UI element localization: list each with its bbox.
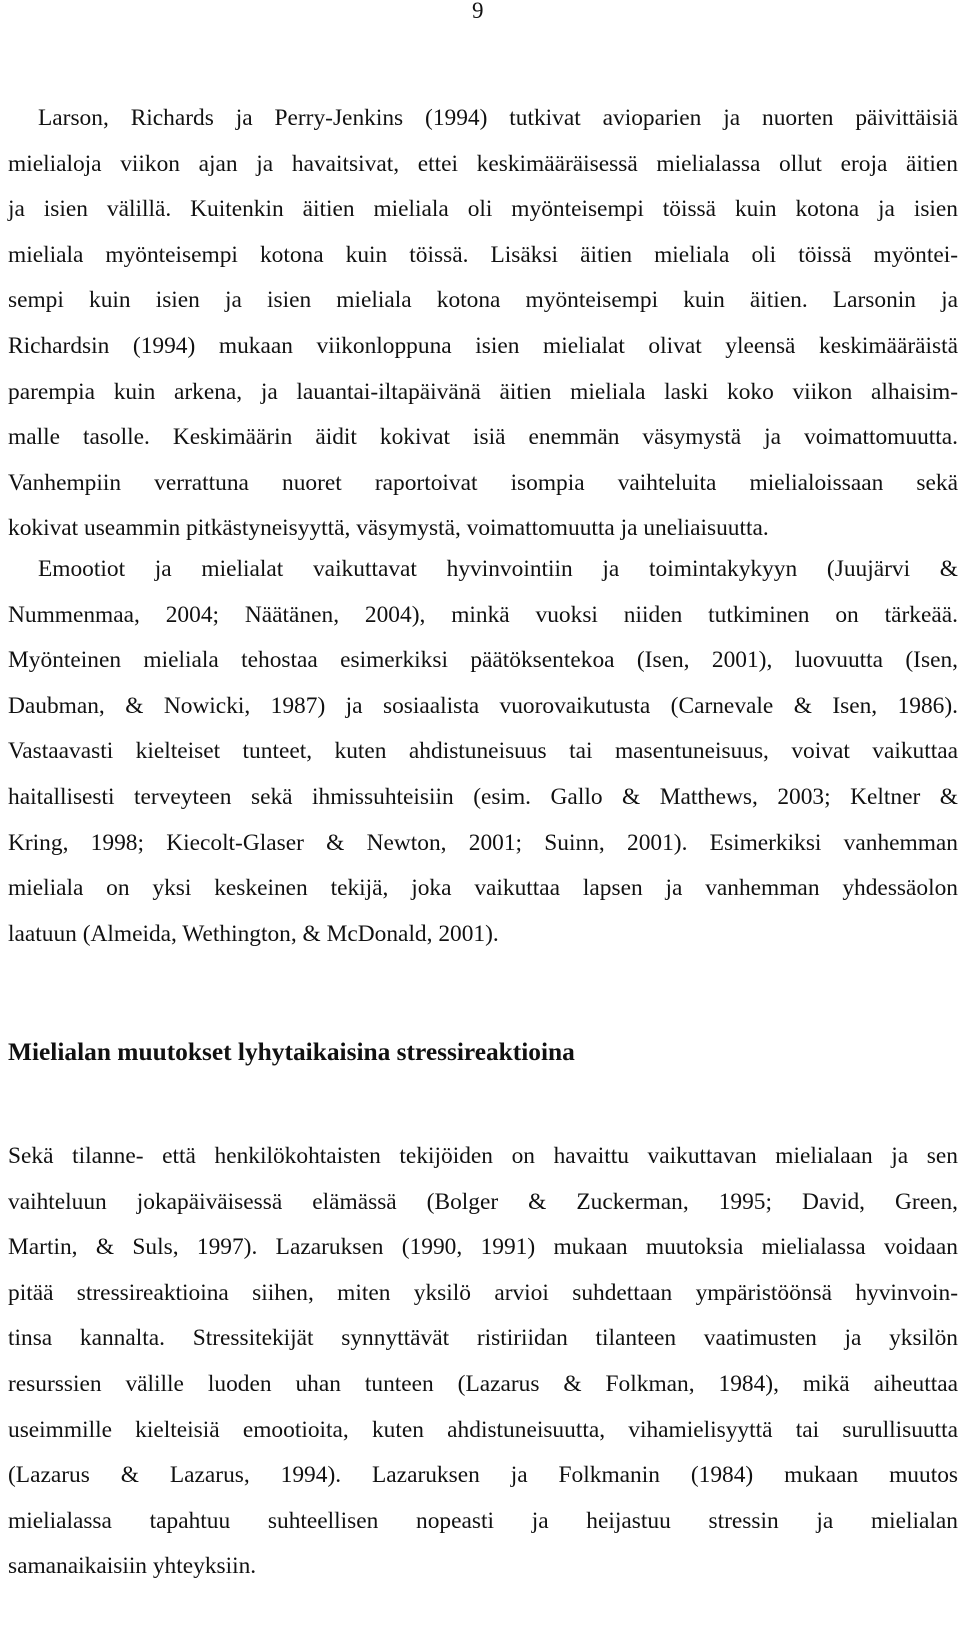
section-heading: Mielialan muutokset lyhytaikaisina stressireaktioina [8, 1038, 575, 1066]
paragraph-line: useimmille kielteisiä emootioita, kuten ahdistuneisuutta, vihamielisyyttä tai surullisuutta [8, 1416, 958, 1443]
paragraph-line: Sekä tilanne- että henkilökohtaisten tekijöiden on havaittu vaikuttavan mielialaan ja sen [8, 1143, 958, 1169]
paragraph-line: mieliala on yksi keskeinen tekijä, joka vaikuttaa lapsen ja vanhemman yhdessäolon [8, 875, 958, 902]
paragraph-line: (Lazarus & Lazarus, 1994). Lazaruksen ja Folkmanin (1984) mukaan muutos [8, 1462, 958, 1489]
paragraph-line: sempi kuin isien ja isien mieliala kotona myönteisempi kuin äitien. Larsonin ja [8, 287, 958, 314]
body-paragraph-2 [8, 547, 958, 957]
paragraph-line: Kring, 1998; Kiecolt-Glaser & Newton, 2001; Suinn, 2001). Esimerkiksi vanhemman [8, 829, 958, 856]
paragraph-line: Richardsin (1994) mukaan viikonloppuna isien mielialat olivat yleensä keskimääräistä [8, 332, 958, 359]
paragraph-line: mielialassa tapahtuu suhteellisen nopeasti ja heijastuu stressin ja mielialan [8, 1507, 958, 1534]
page-number: 9 [472, 0, 484, 23]
paragraph-line: tinsa kannalta. Stressitekijät synnyttävät ristiriidan tilanteen vaatimusten ja yksilön [8, 1325, 958, 1352]
paragraph-line: pitää stressireaktioina siihen, miten yksilö arvioi suhdettaan ympäristöönsä hyvinvoin- [8, 1279, 958, 1306]
paragraph-line: Vanhempiin verrattuna nuoret raportoivat isompia vaihteluita mielialoissaan sekä [8, 469, 958, 496]
body-paragraph-1 [8, 96, 958, 552]
body-paragraph-3 [8, 1134, 958, 1590]
paragraph-line: Vastaavasti kielteiset tunteet, kuten ahdistuneisuus tai masentuneisuus, voivat vaikuttaa [8, 738, 958, 765]
paragraph-line: kokivat useammin pitkästyneisyyttä, väsymystä, voimattomuutta ja uneliaisuutta. [8, 515, 769, 542]
paragraph-line: Martin, & Suls, 1997). Lazaruksen (1990, 1991) mukaan muutoksia mielialassa voidaan [8, 1234, 958, 1261]
paragraph-line: Nummenmaa, 2004; Näätänen, 2004), minkä vuoksi niiden tutkiminen on tärkeää. [8, 601, 958, 628]
paragraph-line: mielialoja viikon ajan ja havaitsivat, ettei keskimääräisessä mielialassa ollut eroja äitien [8, 150, 958, 177]
paragraph-line: Myönteinen mieliala tehostaa esimerkiksi päätöksentekoa (Isen, 2001), luovuutta (Isen, [8, 647, 958, 674]
paragraph-line: ja isien välillä. Kuitenkin äitien mieliala oli myönteisempi töissä kuin kotona ja isien [8, 196, 958, 223]
paragraph-line: malle tasolle. Keskimäärin äidit kokivat isiä enemmän väsymystä ja voimattomuutta. [8, 424, 958, 451]
paragraph-line: samanaikaisiin yhteyksiin. [8, 1553, 257, 1580]
paragraph-line: laatuun (Almeida, Wethington, & McDonald, 2001). [8, 920, 499, 947]
paragraph-line: vaihteluun jokapäiväisessä elämässä (Bolger & Zuckerman, 1995; David, Green, [8, 1188, 958, 1215]
paragraph-line: Larson, Richards ja Perry-Jenkins (1994) tutkivat avioparien ja nuorten päivittäisiä [38, 105, 958, 131]
paragraph-line: parempia kuin arkena, ja lauantai-iltapäivänä äitien mieliala laski koko viikon alhaisim- [8, 378, 958, 405]
paragraph-line: mieliala myönteisempi kotona kuin töissä. Lisäksi äitien mieliala oli töissä myöntei- [8, 241, 958, 268]
paragraph-line: resurssien välille luoden uhan tunteen (Lazarus & Folkman, 1984), mikä aiheuttaa [8, 1370, 958, 1397]
paragraph-line: Daubman, & Nowicki, 1987) ja sosiaalista vuorovaikutusta (Carnevale & Isen, 1986). [8, 692, 958, 719]
paragraph-line: Emootiot ja mielialat vaikuttavat hyvinvointiin ja toimintakykyyn (Juujärvi & [38, 556, 958, 582]
paragraph-line: haitallisesti terveyteen sekä ihmissuhteisiin (esim. Gallo & Matthews, 2003; Keltner & [8, 783, 958, 810]
